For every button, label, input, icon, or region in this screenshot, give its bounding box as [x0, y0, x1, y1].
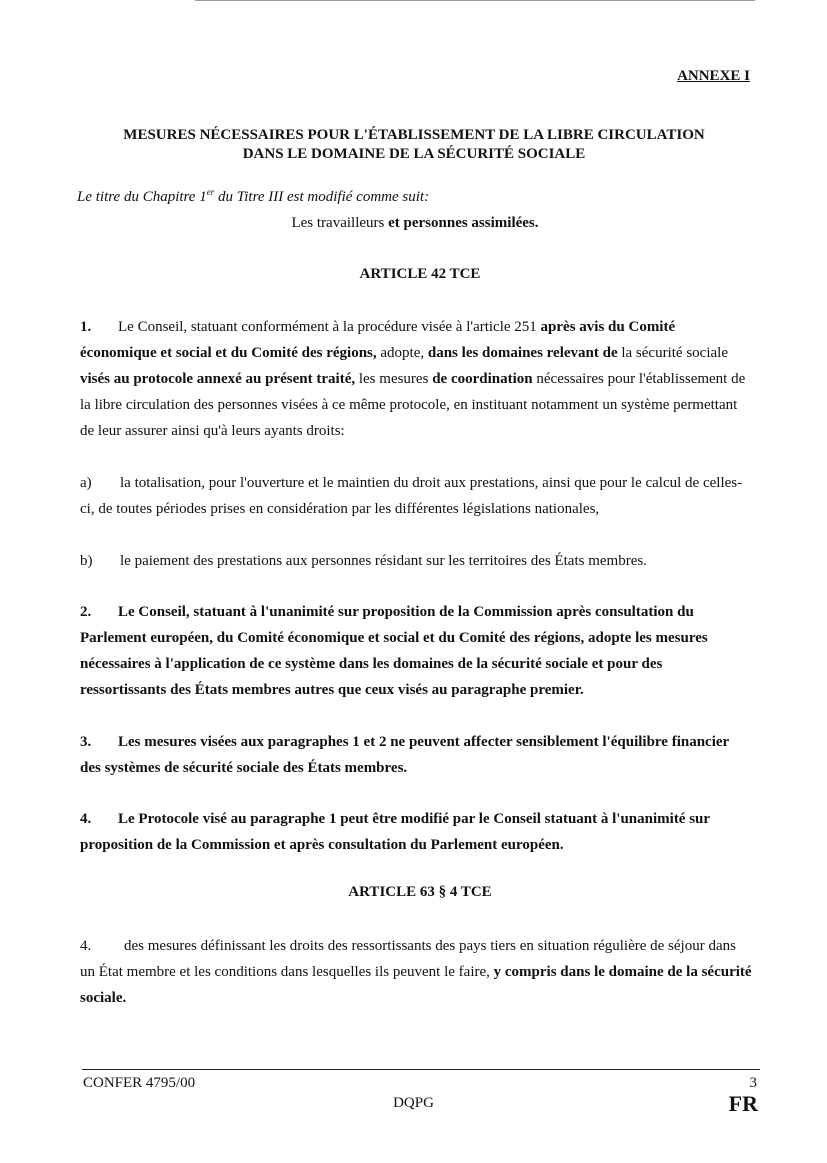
document-title-line-1: MESURES NÉCESSAIRES POUR L'ÉTABLISSEMENT DE LA LIBRE CIRCULATION — [123, 127, 705, 143]
intro-part-1: Le titre du Chapitre 1 — [77, 189, 207, 205]
footer-divider — [82, 1069, 760, 1070]
point-label: b) — [80, 553, 93, 569]
article-42-point-a — [80, 470, 752, 522]
article-42-heading: ARTICLE 42 TCE — [359, 266, 481, 282]
paragraph-number: 4. — [80, 811, 92, 827]
paragraph-text: adopte, — [376, 345, 428, 361]
paragraph-amendment: y compris dans le domaine de la sécurité sociale. — [80, 964, 752, 1006]
point-text: le paiement des prestations aux personnes résidant sur les territoires des États membres. — [120, 553, 647, 569]
top-border-line — [195, 0, 755, 1]
paragraph-number: 4. — [80, 938, 92, 954]
paragraph-amendment: visés au protocole annexé au présent traité, — [80, 371, 356, 387]
paragraph-amendment: après avis du Comité économique et social et du Comité des régions, — [80, 319, 676, 361]
subtitle-bold: et personnes assimilées. — [388, 215, 539, 231]
chapter-subtitle — [60, 215, 770, 232]
paragraph-text: Les mesures visées aux paragraphes 1 et 2 ne peuvent affecter sensiblement l'équilibre financier des systèmes de sécurité sociale des États membres. — [80, 734, 729, 776]
paragraph-text: la sécurité sociale — [617, 345, 728, 361]
paragraph-number: 1. — [80, 319, 92, 335]
article-42-paragraph-2 — [80, 599, 752, 703]
intro-sentence — [77, 187, 429, 206]
document-title-line-2: DANS LE DOMAINE DE LA SÉCURITÉ SOCIALE — [242, 146, 586, 162]
article-63-heading: ARTICLE 63 § 4 TCE — [348, 884, 492, 900]
subtitle-normal: Les travailleurs — [291, 215, 389, 231]
article-42-paragraph-3 — [80, 729, 752, 781]
paragraph-text: nécessaires pour l'établissement de la libre circulation des personnes visées à ce même protocole, en instituant notamment un système permettant de leur assurer ainsi qu'à leurs ayants droits: — [80, 371, 746, 439]
article-42-point-b — [80, 548, 752, 574]
intro-superscript: er — [206, 187, 215, 197]
page-number: 3 — [749, 1075, 757, 1091]
document-reference: CONFER 4795/00 — [83, 1075, 196, 1091]
point-text: la totalisation, pour l'ouverture et le maintien du droit aux prestations, ainsi que pour le calcul de celles-ci, de toutes périodes prises en considération par les différentes législations nationales, — [80, 475, 743, 517]
paragraph-text: Le Conseil, statuant à l'unanimité sur proposition de la Commission après consultation du Parlement européen, du Comité économique et social et du Comité des régions, adopte les mesures nécessaires à l'application de ce système dans les domaines de la sécurité sociale et pour des ressortissants des États membres autres que ceux visés au paragraphe premier. — [80, 604, 708, 698]
paragraph-amendment: dans les domaines relevant de — [427, 345, 618, 361]
paragraph-text: les mesures — [355, 371, 433, 387]
paragraph-number: 3. — [80, 734, 92, 750]
point-label: a) — [80, 475, 92, 491]
department-code: DQPG — [393, 1095, 434, 1111]
paragraph-amendment: de coordination — [432, 371, 533, 387]
article-42-paragraph-1 — [80, 314, 752, 444]
paragraph-text: Le Protocole visé au paragraphe 1 peut être modifié par le Conseil statuant à l'unanimité sur proposition de la Commission et après consultation du Parlement européen. — [80, 811, 710, 853]
paragraph-number: 2. — [80, 604, 92, 620]
paragraph-text: Le Conseil, statuant conformément à la procédure visée à l'article 251 — [118, 319, 541, 335]
article-63-paragraph-4 — [80, 933, 752, 1011]
language-code: FR — [728, 1091, 758, 1116]
paragraph-text: des mesures définissant les droits des ressortissants des pays tiers en situation régulière de séjour dans un État membre et les conditions dans lesquelles ils peuvent le faire, — [80, 938, 736, 980]
annex-label: ANNEXE I — [677, 68, 750, 84]
intro-part-2: du Titre III est modifié comme suit: — [214, 189, 430, 205]
article-42-paragraph-4 — [80, 806, 752, 858]
